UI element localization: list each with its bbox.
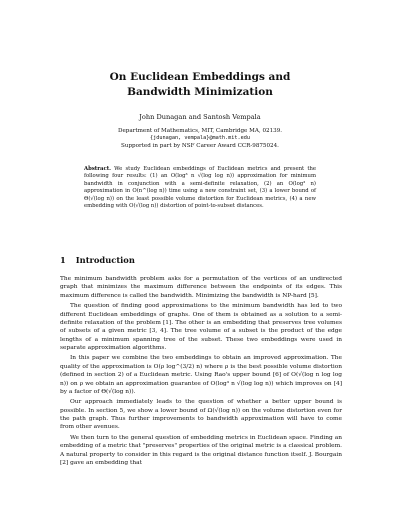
paragraph: We then turn to the general question of embedding metrics in Euclidean space. Finding an embedding of a metric that "preserves" properties of the original metric is a classical problem. A natural property to consider in this regard is the original distance function itself. J. Bourgain [2] gave an embedding that bbox=[60, 434, 342, 466]
affiliation-department: Department of Mathematics, MIT, Cambridge MA, 02139. bbox=[117, 128, 283, 134]
paragraph: The minimum bandwidth problem asks for a permutation of the vertices of an undirected graph that minimizes the maximum difference between the endpoints of its edges. This maximum difference is called the bandwidth. Minimizing the bandwidth is NP-hard [5]. bbox=[60, 276, 342, 299]
paragraph: Our approach immediately leads to the question of whether a better upper bound is possible. In section 5, we show a lower bound of Ω(√(log n)) on the volume distortion even for the path graph. Thus further improvements to bandwidth approximation will have to come from other avenues. bbox=[60, 399, 342, 431]
paragraph: In this paper we combine the two embeddings to obtain an improved approximation. The quality of the approximation is O(ρ log^(3/2) n) where ρ is the best possible volume distortion (defined in section 2) of a Euclidean metric. Using Rao's upper bound [6] of O(√(log n log log n)) on ρ we obtain an approximation guarantee of O(log³ n √(log log n)) which improves on [4] by a factor of Θ(√(log n)). bbox=[60, 355, 342, 395]
abstract bbox=[84, 166, 316, 210]
paragraph: The question of finding good approximations to the minimum bandwidth has led to two different Euclidean embeddings of graphs. One of them is obtained as a solution to a semi-definite relaxation of the problem [1]. The other is an embedding that preserves tree volumes of subsets of a given metric [3, 4]. The tree volume of a subset is the product of the edge lengths of a minimum spanning tree of the subset. These two embeddings were used in separate approximation algorithms. bbox=[60, 303, 342, 351]
section-title: Introduction bbox=[75, 255, 135, 265]
paper-title bbox=[0, 70, 400, 100]
title-line-2: Bandwidth Minimization bbox=[127, 86, 273, 98]
section-heading bbox=[60, 255, 135, 265]
body-text bbox=[60, 275, 342, 470]
authors: John Dunagan and Santosh Vempala bbox=[139, 113, 261, 121]
section-number: 1 bbox=[60, 255, 66, 265]
affiliation bbox=[0, 128, 400, 150]
affiliation-emails: {jdunagan, vempala}@math.mit.edu bbox=[150, 135, 250, 142]
abstract-text: We study Euclidean embeddings of Euclidean metrics and present the following four results: (1) an O(log³ n √(log log n)) approximation for minimum bandwidth in conjunction with a semi-definite relaxation, (2) an O(log³ n) approximation in O(n^(log n)) time using a new constraint set, (3) a lower bound of Θ(√(log n)) on the least possible volume distortion for Euclidean metrics, (4) a new embedding with O(√(log n)) distortion of point-to-subset distances. bbox=[84, 166, 316, 210]
abstract-label: Abstract. bbox=[84, 166, 111, 172]
affiliation-support: Supported in part by NSF Career Award CCR-9875024. bbox=[121, 142, 279, 149]
title-line-1: On Euclidean Embeddings and bbox=[109, 71, 291, 83]
